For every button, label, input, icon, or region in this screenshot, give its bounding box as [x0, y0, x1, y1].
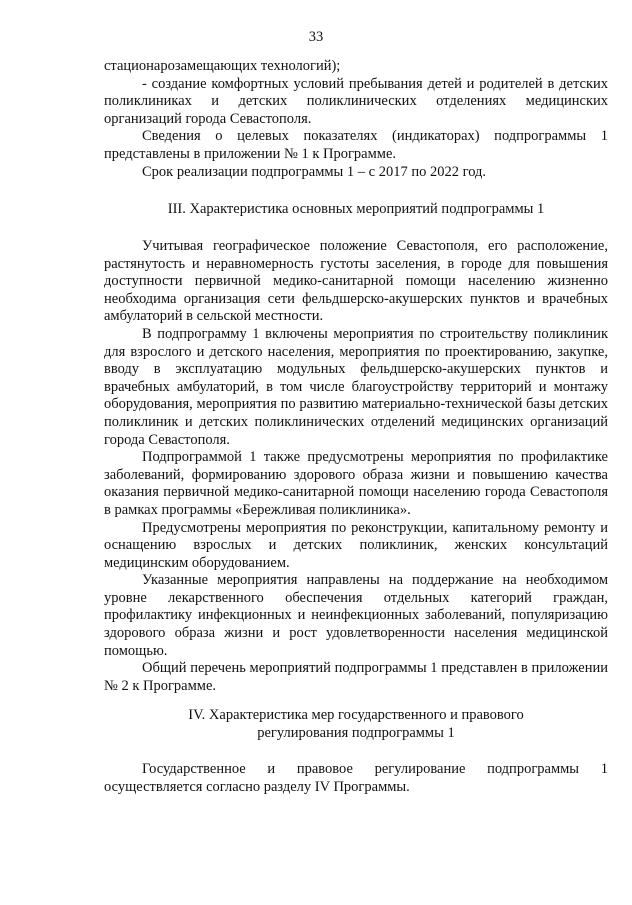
section-4-heading-line-2: регулирования подпрограммы 1 [257, 724, 455, 741]
section-3-paragraph: Учитывая географическое положение Севастополя, его расположение, растянутость и неравномерность густоты заселения, в городе для повышения доступности первичной медико-санитарной помощи населению жизненно необходима организация сети фельдшерско-акушерских пунктов и врачебных амбулаторий в сельской местности. [104, 238, 608, 325]
paragraph-term: Срок реализации подпрограммы 1 – с 2017 по 2022 год. [142, 163, 487, 180]
section-3-paragraph: В подпрограмму 1 включены мероприятия по строительству поликлиник для взрослого и детского населения, мероприятия по проектированию, закупке, вводу в эксплуатацию модульных фельдшерско-акушерских пунктов и врачебных амбулаторий, в том числе благоустройству территорий и монтажу оборудования, мероприятия по развитию материально-технической базы детских поликлиник и детских поликлинических отделений медицинских организаций города Севастополя. [104, 325, 608, 448]
section-3-paragraph: Указанные мероприятия направлены на поддержание на необходимом уровне лекарственного обеспечения отдельных категорий граждан, профилактику инфекционных и неинфекционных заболеваний, популяризацию здорового образа жизни и рост удовлетворенности населения медицинской помощью. [104, 572, 608, 659]
section-4-paragraph: Государственное и правовое регулирование подпрограммы 1 осуществляется согласно разделу IV Программы. [104, 761, 608, 795]
paragraph-indicators: Сведения о целевых показателях (индикаторах) подпрограммы 1 представлены в приложении № 1 к Программе. [104, 128, 608, 162]
section-4-heading-line-1: IV. Характеристика мер государственного и правового [188, 707, 524, 723]
paragraph-continuation: стационарозамещающих технологий); [104, 58, 341, 74]
section-3-paragraph: Предусмотрены мероприятия по реконструкции, капитальному ремонту и оснащению взрослых и детских поликлиник, женских консультаций медицинским оборудованием. [104, 519, 608, 571]
paragraph-bullet: - создание комфортных условий пребывания детей и родителей в детских поликлиниках и детских поликлинических отделениях медицинских организаций города Севастополя. [104, 75, 608, 127]
page-number: 33 [308, 29, 324, 45]
top-text-block [104, 58, 608, 181]
section-4-heading [104, 707, 608, 742]
section-3-heading: III. Характеристика основных мероприятий подпрограммы 1 [167, 201, 545, 217]
section-4-body [104, 761, 608, 796]
section-3-body [104, 238, 608, 695]
section-3-paragraph: Общий перечень мероприятий подпрограммы 1 представлен в приложении № 2 к Программе. [104, 660, 608, 694]
section-3-paragraph: Подпрограммой 1 также предусмотрены мероприятия по профилактике заболеваний, формированию здорового образа жизни и повышению качества оказания первичной медико-санитарной помощи населению города Севастополя в рамках программы «Бережливая поликлиника». [104, 449, 608, 518]
